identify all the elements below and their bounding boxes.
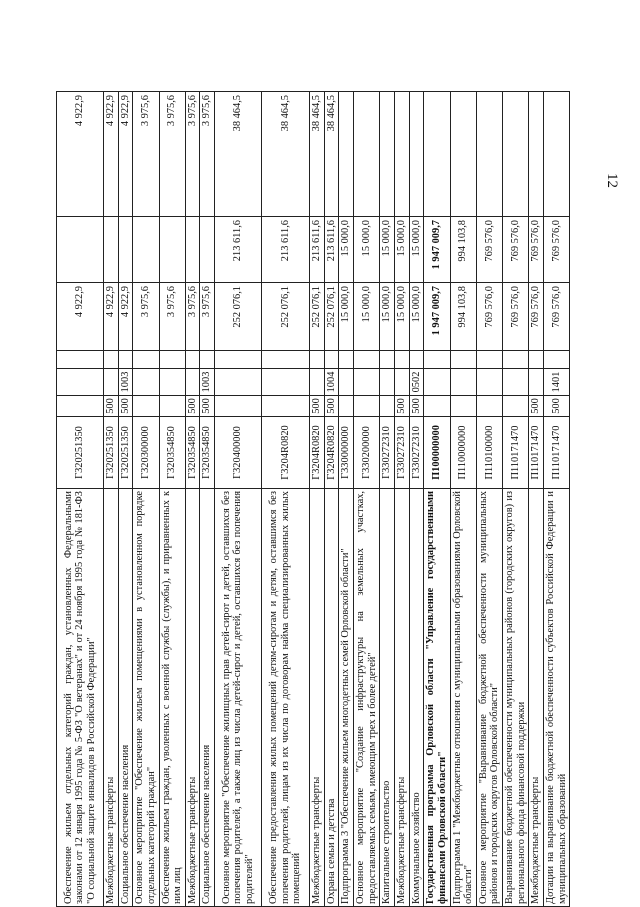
row-name: Межбюджетные трансферты (310, 489, 325, 907)
row-value-total: 769 576,0 (503, 283, 529, 351)
row-name: Межбюджетные трансферты (104, 489, 119, 907)
row-empty (409, 351, 424, 369)
row-code: Г3204R0820 (262, 417, 310, 489)
row-grbs (215, 396, 262, 417)
row-grbs: 500 (529, 396, 544, 417)
row-value-federal (57, 217, 104, 283)
row-grbs (424, 396, 450, 417)
row-name: Охрана семьи и детства (324, 489, 339, 907)
row-section (262, 369, 310, 396)
row-code: Г320251350 (118, 417, 133, 489)
table-row (476, 92, 502, 907)
table-row (529, 92, 544, 907)
row-value-federal: 213 611,6 (215, 217, 262, 283)
row-value-federal: 15 000,0 (394, 217, 409, 283)
row-section (380, 369, 395, 396)
row-section (354, 369, 380, 396)
row-section: 1003 (118, 369, 133, 396)
row-value-regional (424, 92, 450, 217)
row-value-federal: 1 947 009,7 (424, 217, 450, 283)
row-value-federal: 15 000,0 (354, 217, 380, 283)
table-row (118, 92, 133, 907)
row-section (476, 369, 502, 396)
row-section: 1003 (200, 369, 215, 396)
row-grbs (354, 396, 380, 417)
row-code: Г320354850 (185, 417, 200, 489)
row-code: Г330272310 (394, 417, 409, 489)
row-section (503, 369, 529, 396)
row-empty (324, 351, 339, 369)
row-code: П110171470 (529, 417, 544, 489)
row-section (450, 369, 476, 396)
row-grbs: 500 (324, 396, 339, 417)
row-section (57, 369, 104, 396)
row-name: Основное мероприятие "Обеспечение жильем помещениями в установленном порядке отдельных категорий граждан" (133, 489, 159, 907)
row-name: Выравнивание бюджетной обеспеченности муниципальных районов (городских округов) из регионального фонда финансовой поддержки (503, 489, 529, 907)
row-name: Межбюджетные трансферты (394, 489, 409, 907)
row-value-federal: 213 611,6 (324, 217, 339, 283)
row-code: П110171470 (503, 417, 529, 489)
table-row (503, 92, 529, 907)
row-value-federal: 769 576,0 (503, 217, 529, 283)
row-value-regional (394, 92, 409, 217)
row-value-federal: 769 576,0 (544, 217, 570, 283)
row-empty (200, 351, 215, 369)
table-row (133, 92, 159, 907)
row-value-federal: 769 576,0 (529, 217, 544, 283)
row-name: Обеспечение предоставления жилых помещений детям-сиротам и детям, оставшимся без попечения родителей, лицам из их числа по договорам найма специализированных жилых помещений (262, 489, 310, 907)
row-grbs: 500 (185, 396, 200, 417)
row-empty (185, 351, 200, 369)
row-grbs: 500 (200, 396, 215, 417)
row-value-total: 3 975,6 (200, 283, 215, 351)
row-section: 0502 (409, 369, 424, 396)
row-section (310, 369, 325, 396)
row-value-federal: 213 611,6 (262, 217, 310, 283)
row-empty (339, 351, 354, 369)
row-value-regional (339, 92, 354, 217)
row-code: П110100000 (476, 417, 502, 489)
row-name: Межбюджетные трансферты (185, 489, 200, 907)
row-value-regional (409, 92, 424, 217)
row-value-regional (450, 92, 476, 217)
row-empty (310, 351, 325, 369)
budget-table (56, 91, 570, 907)
row-grbs: 500 (394, 396, 409, 417)
row-value-federal: 994 103,8 (450, 217, 476, 283)
row-grbs: 500 (310, 396, 325, 417)
row-grbs: 500 (118, 396, 133, 417)
row-code: Г320251350 (57, 417, 104, 489)
table-row (215, 92, 262, 907)
row-empty (262, 351, 310, 369)
row-code: Г330000000 (339, 417, 354, 489)
row-value-total: 3 975,6 (133, 283, 159, 351)
row-name: Обеспечение жильем отдельных категорий граждан, установленных Федеральными законами от 12 января 1995 года № 5-ФЗ "О ветеранах" и от 24 ноября 1995 года № 181-ФЗ "О социальной защите инвалидов в Российской Федерации" (57, 489, 104, 907)
table-row (159, 92, 185, 907)
row-code: Г330200000 (354, 417, 380, 489)
row-name: Подпрограмма 3 "Обеспечение жильем многодетных семей Орловской области" (339, 489, 354, 907)
row-empty (57, 351, 104, 369)
row-empty (394, 351, 409, 369)
row-name: Государственная программа Орловской области "Управление государственными финансами Орловской области" (424, 489, 450, 907)
row-grbs (262, 396, 310, 417)
row-value-regional: 3 975,6 (159, 92, 185, 217)
row-name: Капитальное строительство (380, 489, 395, 907)
row-value-regional: 4 922,9 (57, 92, 104, 217)
row-value-federal (159, 217, 185, 283)
table-row (310, 92, 325, 907)
row-value-federal: 213 611,6 (310, 217, 325, 283)
table-row (424, 92, 450, 907)
row-grbs (380, 396, 395, 417)
row-empty (159, 351, 185, 369)
row-value-federal (118, 217, 133, 283)
table-row (262, 92, 310, 907)
row-code: Г330272310 (380, 417, 395, 489)
table-row (380, 92, 395, 907)
row-value-total: 252 076,1 (262, 283, 310, 351)
row-value-total: 1 947 009,7 (424, 283, 450, 351)
row-value-total: 252 076,1 (215, 283, 262, 351)
row-empty (503, 351, 529, 369)
row-empty (118, 351, 133, 369)
row-code: Г320354850 (159, 417, 185, 489)
row-code: Г320400000 (215, 417, 262, 489)
row-code: Г320354850 (200, 417, 215, 489)
row-value-total: 3 975,6 (185, 283, 200, 351)
row-value-federal: 15 000,0 (339, 217, 354, 283)
table-row (104, 92, 119, 907)
row-value-federal (185, 217, 200, 283)
row-grbs (476, 396, 502, 417)
row-grbs (503, 396, 529, 417)
row-section (215, 369, 262, 396)
row-empty (424, 351, 450, 369)
row-value-regional (544, 92, 570, 217)
row-empty (133, 351, 159, 369)
row-grbs (450, 396, 476, 417)
row-name: Социальное обеспечение населения (118, 489, 133, 907)
row-grbs: 500 (104, 396, 119, 417)
row-empty (529, 351, 544, 369)
row-code: Г320300000 (133, 417, 159, 489)
row-value-total: 15 000,0 (339, 283, 354, 351)
table-row (354, 92, 380, 907)
row-code: П110171470 (544, 417, 570, 489)
row-code: Г330272310 (409, 417, 424, 489)
row-value-federal (104, 217, 119, 283)
table-row (324, 92, 339, 907)
row-grbs: 500 (409, 396, 424, 417)
row-section (159, 369, 185, 396)
table-row (394, 92, 409, 907)
row-name: Основное мероприятие "Обеспечение жилищных прав детей-сирот и детей, оставшихся без попечения родителей, а также лиц из числа детей-сирот и детей, оставшихся без попечения родителей" (215, 489, 262, 907)
row-grbs (133, 396, 159, 417)
row-name: Основное мероприятие "Выравнивание бюджетной обеспеченности муниципальных районов и городских округов Орловской области" (476, 489, 502, 907)
table-row (450, 92, 476, 907)
row-value-regional: 38 464,5 (262, 92, 310, 217)
row-value-regional: 3 975,6 (200, 92, 215, 217)
row-section (394, 369, 409, 396)
row-code: П100000000 (424, 417, 450, 489)
row-value-total: 4 922,9 (104, 283, 119, 351)
row-name: Обеспечение жильем граждан, уволенных с военной службы (службы), и приравненных к ним лиц (159, 489, 185, 907)
row-value-federal: 15 000,0 (409, 217, 424, 283)
row-empty (215, 351, 262, 369)
row-value-total: 252 076,1 (310, 283, 325, 351)
table-row (57, 92, 104, 907)
row-value-federal (200, 217, 215, 283)
row-value-regional: 3 975,6 (185, 92, 200, 217)
row-section (104, 369, 119, 396)
row-name: Социальное обеспечение населения (200, 489, 215, 907)
page-number: 12 (604, 173, 620, 188)
row-value-total: 3 975,6 (159, 283, 185, 351)
row-value-regional: 38 464,5 (324, 92, 339, 217)
row-value-federal (133, 217, 159, 283)
row-name: Коммунальное хозяйство (409, 489, 424, 907)
row-grbs: 500 (544, 396, 570, 417)
row-empty (354, 351, 380, 369)
row-value-total: 994 103,8 (450, 283, 476, 351)
row-code: П110000000 (450, 417, 476, 489)
row-section (339, 369, 354, 396)
row-value-regional (529, 92, 544, 217)
row-code: Г3204R0820 (310, 417, 325, 489)
row-empty (380, 351, 395, 369)
row-name: Дотации на выравнивание бюджетной обеспеченности субъектов Российской Федерации и муниципальных образований (544, 489, 570, 907)
row-value-total: 769 576,0 (544, 283, 570, 351)
row-empty (544, 351, 570, 369)
row-section (185, 369, 200, 396)
table-row (185, 92, 200, 907)
row-value-total: 15 000,0 (354, 283, 380, 351)
row-code: Г3204R0820 (324, 417, 339, 489)
row-section: 1401 (544, 369, 570, 396)
row-value-federal: 769 576,0 (476, 217, 502, 283)
row-section: 1004 (324, 369, 339, 396)
row-value-total: 252 076,1 (324, 283, 339, 351)
row-section (424, 369, 450, 396)
row-code: Г320251350 (104, 417, 119, 489)
table-row (544, 92, 570, 907)
row-value-total: 769 576,0 (476, 283, 502, 351)
row-section (133, 369, 159, 396)
row-name: Подпрограмма 1 "Межбюджетные отношения с муниципальными образованиями Орловской области" (450, 489, 476, 907)
table-row (339, 92, 354, 907)
row-section (529, 369, 544, 396)
row-empty (104, 351, 119, 369)
row-empty (476, 351, 502, 369)
table-row (409, 92, 424, 907)
row-value-regional: 3 975,6 (133, 92, 159, 217)
row-value-regional: 38 464,5 (310, 92, 325, 217)
row-grbs (339, 396, 354, 417)
row-value-total: 15 000,0 (394, 283, 409, 351)
row-value-total: 4 922,9 (118, 283, 133, 351)
budget-table-body (57, 92, 570, 907)
row-value-total: 15 000,0 (409, 283, 424, 351)
row-name: Межбюджетные трансферты (529, 489, 544, 907)
row-value-federal: 15 000,0 (380, 217, 395, 283)
row-value-total: 769 576,0 (529, 283, 544, 351)
row-value-regional: 38 464,5 (215, 92, 262, 217)
row-value-regional: 4 922,9 (118, 92, 133, 217)
row-grbs (159, 396, 185, 417)
row-value-regional (354, 92, 380, 217)
row-value-total: 15 000,0 (380, 283, 395, 351)
table-row (200, 92, 215, 907)
row-value-regional (380, 92, 395, 217)
row-name: Основное мероприятие "Создание инфраструктуры на земельных участках, предоставляемых семьям, имеющим трех и более детей" (354, 489, 380, 907)
row-value-regional (476, 92, 502, 217)
row-value-regional: 4 922,9 (104, 92, 119, 217)
row-value-total: 4 922,9 (57, 283, 104, 351)
row-value-regional (503, 92, 529, 217)
row-empty (450, 351, 476, 369)
row-grbs (57, 396, 104, 417)
rotated-table-container (56, 92, 601, 907)
